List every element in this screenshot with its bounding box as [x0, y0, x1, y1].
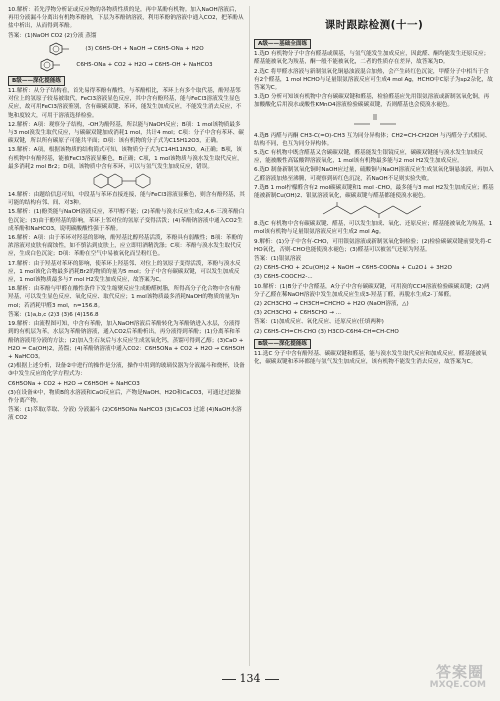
- answer-paragraph: 1.选D 有机物分子中含有醛基或羰基，与氢气能发生加成反应，因此醛、酮均能发生还原反应；醛基能被氧化为羧基，酮一般不能被氧化，二者的性质存在差异，故答案为D。: [254, 51, 490, 66]
- reaction-equation: (3) C6H5-OH + NaOH → C6H5-ONa + H2O: [85, 45, 204, 52]
- answer-line: 答案：(1)银氨溶液: [254, 256, 302, 263]
- answer-paragraph: 19.解析：由流程图可知，中含有苯酚，加入NaOH溶液后苯酚转化为苯酚钠进入水层，分液得到的有机层为苯，水层为苯酚钠溶液，通入CO2后苯酚析出，再分液得到苯酚；(1)分离苯和苯酚钠溶液用分液的方法；(2)加入生石灰后与水反应生成氢氧化钙，蒸馏可得到乙醇；(3)CaO + H2O = Ca(OH)2，蒸馏；(4)苯酚钠溶液中通入CO2：C6H5ONa + CO2 + H2O → C6H5OH + NaHCO3。: [8, 321, 245, 360]
- page-number-dash: [222, 679, 236, 680]
- page-number: [0, 672, 500, 685]
- reaction-structure: [8, 42, 245, 56]
- acetone-structure: [254, 112, 494, 130]
- answer-paragraph: 11.选C 分子中含有酚羟基、碳碳双键和醛基，能与溴水发生取代反应和加成反应，醛基能被氧化，碳碳双键和苯环都能与氢气发生加成反应，该有机物不能发生消去反应，故答案为C。: [254, 351, 487, 366]
- reaction-equation: (2) C6H5-CHO + 2Cu(OH)2 + NaOH → C6H5-COONa + Cu2O↓ + 3H2O: [254, 265, 452, 272]
- azo-compound-icon: [92, 173, 162, 189]
- right-column: [254, 6, 494, 368]
- answer-paragraph: 6.选D 制备新制氢氧化铜时NaOH应过量，硫酸铜与NaOH溶液反应生成氢氧化铜悬浊液，再加入乙醛溶液加热至沸腾，可观察到砖红色沉淀，若NaOH不足则实验失败。: [254, 167, 494, 182]
- reaction-equation: (2) 2CH3CHO → CH3CH=CHCHO + H2O (NaOH溶液，△): [254, 301, 409, 308]
- answer-paragraph: 8.选C 有机物中含有碳碳双键、醛基，可以发生加成、氧化、还原反应；醛基能被氧化为羧基，1 mol该有机物与足量银氨溶液反应可生成2 mol Ag。: [254, 221, 493, 236]
- reaction-equation: (3) 2CH3CHO + C6H5CHO → ...: [254, 310, 342, 317]
- reaction-equation: (3) C6H5-COOCH2-...: [254, 274, 313, 281]
- reaction-equation: C6H5-ONa + CO2 + H2O → C6H5-OH + NaHCO3: [76, 61, 213, 68]
- answer-paragraph: 13.解析：A项，根据该物质的结构简式可知，该物质分子式为C14H11N3O，A正确；B项，该有机物中有酚羟基，能被FeCl3溶液显紫色，B正确；C项，1 mol该物质与溴水发生取代反应，最多消耗2 mol Br2；D项，该物质中含有苯环，可以与氢气发生加成反应，错误。: [8, 147, 243, 170]
- watermark-logo: [428, 661, 490, 695]
- carbon-chain-icon: [319, 202, 429, 218]
- watermark-top-text: 答案圈: [435, 663, 484, 681]
- answer-paragraph: 10.解析：若先浮物分析证或反应物的各物质性质的是，再中某酚有机物。加入NaOH溶液后，再用分液漏斗分离出有机物苯酚钠，下层为苯酚钠溶液，利用苯酚钠溶液中通入CO2，把苯酚从盐中析出，从而得到苯酚。: [8, 7, 244, 30]
- section-heading: A级——基础全面练: [254, 39, 311, 49]
- answer-paragraph: (3)在设备④中，物质B的水溶液和CaO反应后，产物是NaOH、H2O和CaCO3，可通过过滤操作分离产物。: [8, 389, 241, 404]
- benzene-ring-icon: [40, 58, 70, 72]
- answer-paragraph: 3.选D 分析可知该有机物中含有碳碳双键和醛基，检验醛基应先用银氨溶液或新制氢氧化铜，再加酸酸化后用溴水或酸性KMnO4溶液检验碳碳双键，否则醛基也会使溴水褪色。: [254, 94, 490, 109]
- page-number-dash: [265, 679, 279, 680]
- azo-structure: [8, 173, 245, 189]
- answer-paragraph: (2)根据上述分析，设备②中进行的操作是分液，操作中用到的玻璃仪器为分液漏斗和烧杯，设备③中发生反应的化学方程式为：: [8, 363, 245, 378]
- answer-line: 答案：(1)a,b,c (2)3 (3)6 (4)156.8: [8, 311, 99, 318]
- answer-paragraph: 7.选B 1 mol柠檬醛含有2 mol碳碳双键和1 mol -CHO，最多能与3 mol H2发生加成反应；醛基能被新制Cu(OH)2、银氨溶液氧化，碳碳双键与醛基都能使溴水褪色。: [254, 184, 494, 200]
- citral-structure: [254, 202, 494, 218]
- ketone-structure-icon: [344, 112, 404, 130]
- answer-line: 答案：(1)加成反应、氧化反应、还原反应(任填两种): [254, 319, 384, 326]
- section-heading: B级——深化提能练: [8, 76, 65, 86]
- answer-paragraph: 11.解析：从分子结构看，首先易得苯酚有酸性，与苯酚相比，苯环上有多个取代基，酚羟基邻对位上的氢原子较易被取代，FeCl3溶液显色反应，其中含有酚羟基，能与FeCl3溶液发生显色反应，故可用FeCl3溶液鉴别，含有碳碳双键、苯环，能发生加成反应，不能发生消去反应，不饱和度较大，可用于溶液选择检验。: [8, 88, 242, 119]
- page-number-text: 134: [239, 672, 261, 685]
- answer-paragraph: 15.解析：(1)酚类能与NaOH溶液反应，苯甲醇不能；(2)苯酚与溴水反应生成2,4,6-三溴苯酚白色沉淀；(3)由于酚羟基的影响，苯环上邻对位的氢原子变得活泼；(4)苯酚钠溶液中通入CO2生成苯酚和NaHCO3，说明碳酸酸性强于苯酚。: [8, 209, 245, 232]
- answer-line: 答案：(1)萃取(萃取、分液) 分液漏斗 (2)C6H5ONa NaHCO3 (3)CaCO3 过滤 (4)NaOH水溶液 CO2: [8, 407, 242, 422]
- reaction-equation: C6H5ONa + CO2 + H2O → C6H5OH + NaHCO3: [8, 380, 140, 387]
- page-title: 课时跟踪检测(十一): [324, 19, 424, 31]
- section-heading: B级——深化提能练: [254, 339, 311, 349]
- reaction-equation: (2) C6H5-CH=CH-CHO (3) H3CO-C6H4-CH=CH-CHO: [254, 328, 399, 335]
- answer-paragraph: 12.解析：A项：观察分子结构，-OH为酚羟基，所以能与NaOH反应；B项：1 mol该物质最多与3 mol溴发生取代反应，与碳碳双键加成消耗1 mol，共计4 mol；C项：分子中含有苯环、碳碳双键，所以所有碳原子可能共平面；D项：该有机物的分子式为C15H12O3，正确。: [8, 121, 244, 145]
- column-divider: [249, 6, 250, 666]
- answer-paragraph: 18.解析：由苯酚与甲醛在酸性条件下发生缩聚反应生成酚醛树脂，所得高分子化合物中含有酚羟基，可以发生显色反应、氧化反应、取代反应；1 mol该物质最多消耗NaOH的物质的量为n mol；若消耗甲醛3 mol，n=156.8。: [8, 286, 241, 309]
- benzene-ring-icon: [49, 42, 79, 56]
- reaction-structure: [8, 58, 245, 72]
- left-column: [8, 6, 245, 424]
- watermark-bottom-text: MXQE.COM: [429, 680, 486, 690]
- answer-paragraph: 9.解析：(1)分子中含有-CHO，可用银氨溶液或新制氢氧化铜检验；(2)检验碳碳双键前要先将-CHO氧化，否则-CHO也能使溴水褪色；(3)醛基可以被氢气还原为羟基。: [254, 238, 492, 253]
- answer-paragraph: 2.选C 将甲醛水溶液与新制氢氧化铜悬浊液混合加热，会产生砖红色沉淀，甲醛分子中相当于含有2个醛基，1 mol HCHO与足量银氨溶液反应可生成4 mol Ag，HCHO中C原子为sp2杂化，故答案为C。: [254, 68, 493, 92]
- answer-paragraph: 16.解析：A项：由于苯环对羟基的影响，酚羟基比醇羟基活泼，苯酚具有弱酸性；B项：苯酚的浓溶液对皮肤有腐蚀性，如不慎沾到皮肤上，应立即用酒精洗涤；C项：苯酚与溴水发生取代反应，生成白色沉淀；D项：苯酚在空气中易被氧化而呈粉红色。: [8, 235, 243, 258]
- answer-paragraph: 14.解析：由题给信息可知，中段基与苯环直接连接，能与FeCl3溶液显紫色，则含有酚羟基，其可能的结构有邻、间、对3种。: [8, 192, 245, 207]
- answer-paragraph: 5.选C 有机物中既含醛基又含碳碳双键，醛基能发生银镜反应，碳碳双键能与溴水发生加成反应，能被酸性高锰酸钾溶液氧化，1 mol该有机物最多能与2 mol H2发生加成反应。: [254, 150, 484, 165]
- answer-paragraph: 17.解析：由于羟基对苯环的影响，使苯环上羟基邻、对位上的氢原子变得活泼，苯酚与溴水反应，1 mol该化合物最多消耗Br2的物质的量为5 mol；分子中含有碳碳双键，可以发生加成反应，1 mol该物质最多与7 mol H2发生加成反应，故答案为C。: [8, 260, 241, 284]
- answer-paragraph: 10.解析：(1)B分子中含醛基，A分子中含有碳碳双键，可用溴的CCl4溶液检验碳碳双键；(2)两分子乙醛在稀NaOH溶液中发生加成反应生成3-羟基丁醛，再脱水生成2-丁烯醛。: [254, 283, 490, 298]
- answer-paragraph: 4.选B 丙醛与丙酮 CH3-C(=O)-CH3 互为同分异构体；CH2=CH-CH2OH 与丙醛分子式相同、结构不同，也互为同分异构体。: [254, 132, 491, 147]
- answer-paragraph: 答案：(1)NaOH CO2 (2)分液 蒸馏: [8, 32, 97, 39]
